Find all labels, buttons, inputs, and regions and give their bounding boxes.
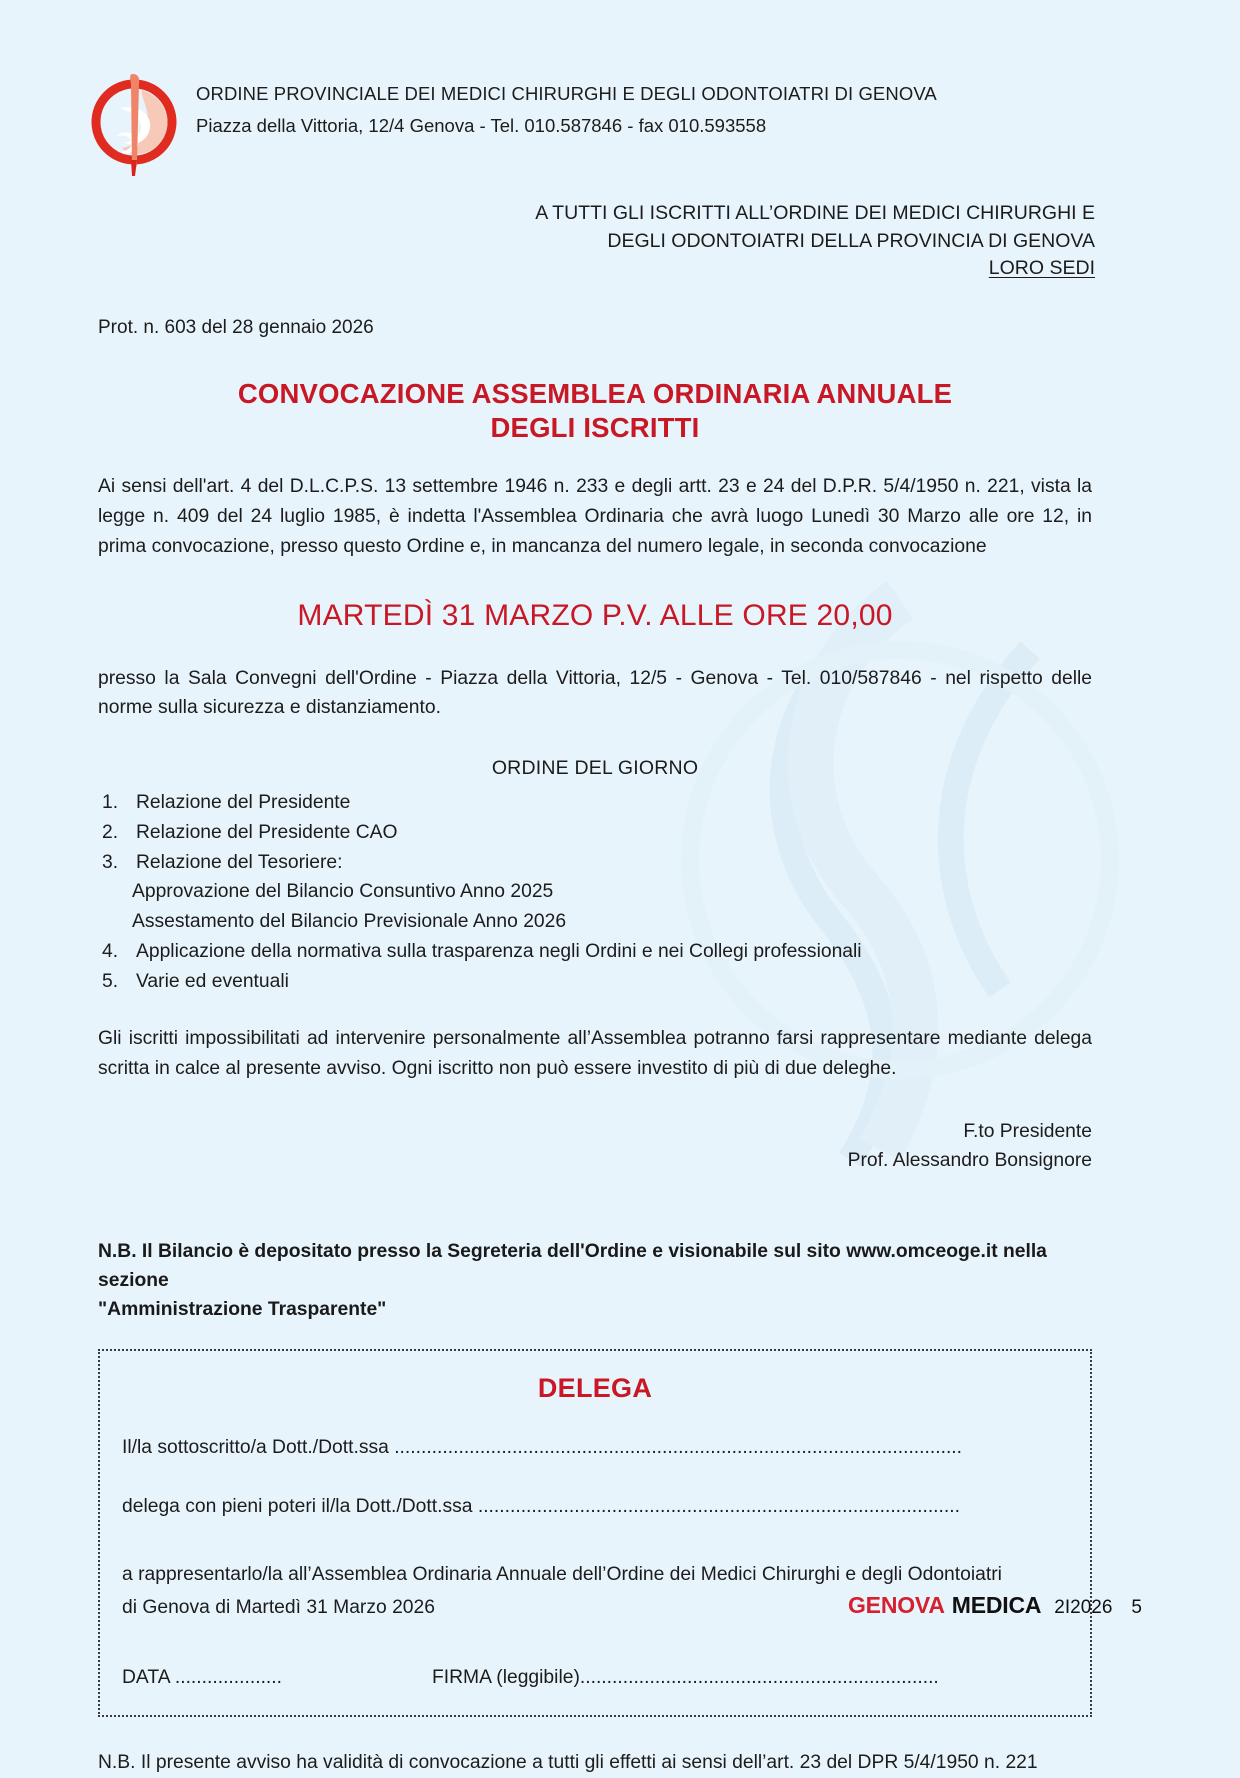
proxy-statement-line-2: di Genova di Martedì 31 Marzo 2026: [122, 1597, 435, 1619]
organization-name: ORDINE PROVINCIALE DEI MEDICI CHIRURGHI E DEGLI ODONTOIATRI DI GENOVA: [196, 83, 937, 104]
agenda-subitem-text: Assestamento del Bilancio Previsionale Anno 2026: [132, 911, 567, 933]
agenda-item-number: 2.: [102, 822, 119, 844]
proxy-form-title: DELEGA: [537, 1372, 653, 1403]
list-item: [98, 967, 1092, 997]
page-title-line-1: CONVOCAZIONE ASSEMBLEA ORDINARIA ANNUALE: [237, 378, 953, 410]
footer-branding: [848, 1592, 1142, 1619]
budget-note-line-1: N.B. Il Bilancio è depositato presso la Segreteria dell'Ordine e visionabile sul sito www.omceoge.it nella sezione: [98, 1240, 1047, 1291]
proxy-field-principal-input[interactable]: ..........................................................................................................: [394, 1436, 963, 1458]
proxy-field-delegate-label: delega con pieni poteri il/la Dott./Dott.ssa: [122, 1495, 473, 1517]
agenda-item-text: Relazione del Presidente CAO: [136, 822, 398, 844]
list-item: [98, 848, 1092, 878]
organization-address: Piazza della Vittoria, 12/4 Genova - Tel. 010.587846 - fax 010.593558: [196, 114, 767, 136]
masthead: [0, 0, 1240, 176]
page-title-line-2: DEGLI ISCRITTI: [490, 412, 700, 444]
addressee-line-3: LORO SEDI: [988, 257, 1095, 280]
agenda-subitem: [98, 877, 1092, 907]
budget-note-line-2: "Amministrazione Trasparente": [98, 1298, 387, 1320]
proxy-signature-row: [122, 1667, 1068, 1689]
agenda-item-number: 5.: [102, 970, 119, 992]
proxy-field-delegate-input[interactable]: ..........................................................................................: [477, 1495, 960, 1517]
protocol-number: Prot. n. 603 del 28 gennaio 2026: [98, 317, 374, 339]
organization-block: [182, 62, 937, 139]
agenda-item-number: 4.: [102, 940, 119, 962]
agenda-item-text: Relazione del Tesoriere:: [136, 851, 343, 873]
agenda-item-text: Varie ed eventuali: [136, 970, 289, 992]
footer-brand-genova: GENOVA: [847, 1592, 945, 1618]
proxy-form-box: [98, 1349, 1092, 1717]
agenda-subitem-text: Approvazione del Bilancio Consuntivo Anno 2025: [132, 881, 554, 903]
proxy-date-label: DATA: [122, 1667, 170, 1689]
proxy-statement-line-1: a rappresentarlo/la all’Assemblea Ordinaria Annuale dell’Ordine dei Medici Chirurghi e degli Odontoiatri: [122, 1563, 1002, 1585]
venue-paragraph: presso la Sala Convegni dell'Ordine - Piazza della Vittoria, 12/5 - Genova - Tel. 010/587846 - nel rispetto delle norme sulla sicurezza e distanziamento.: [98, 667, 1092, 719]
proxy-date-input[interactable]: ....................: [174, 1667, 282, 1689]
signature-name: Prof. Alessandro Bonsignore: [847, 1150, 1092, 1172]
proxy-info-paragraph: Gli iscritti impossibilitati ad intervenire personalmente all’Assemblea potranno farsi rappresentare mediante delega scritta in calce al presente avviso. Ogni iscritto non può essere investito di più di due deleghe.: [98, 1028, 1092, 1080]
intro-paragraph: Ai sensi dell'art. 4 del D.L.C.P.S. 13 settembre 1946 n. 233 e degli artt. 23 e 24 del D.P.R. 5/4/1950 n. 221, vista la legge n. 409 del 24 luglio 1985, è indetta l'Assemblea Ordinaria che avrà luogo Lunedì 30 Marzo alle ore 12, in prima convocazione, presso questo Ordine e, in mancanza del numero legale, in seconda convocazione: [98, 475, 1092, 557]
order-logo: [86, 64, 182, 176]
proxy-signature-input[interactable]: ...................................................................: [579, 1667, 939, 1689]
proxy-field-principal: [122, 1434, 1068, 1463]
assembly-date-highlight: MARTEDÌ 31 MARZO P.V. ALLE ORE 20,00: [297, 598, 893, 632]
footer-brand-medica: MEDICA: [951, 1592, 1042, 1618]
validity-note: N.B. Il presente avviso ha validità di convocazione a tutti gli effetti ai sensi dell’art. 23 del DPR 5/4/1950 n. 221: [98, 1752, 1038, 1774]
footer-issue-number: 2I2026: [1054, 1597, 1113, 1618]
proxy-date-field: [122, 1667, 432, 1689]
agenda-item-text: Relazione del Presidente: [136, 792, 351, 814]
page-title: [98, 377, 1092, 446]
proxy-field-delegate: [122, 1493, 1068, 1522]
signature-role: F.to Presidente: [963, 1121, 1092, 1143]
agenda-item-number: 1.: [102, 792, 119, 814]
addressee-line-1: A TUTTI GLI ISCRITTI ALL’ORDINE DEI MEDICI CHIRURGHI E: [535, 202, 1095, 224]
addressee-line-2: DEGLI ODONTOIATRI DELLA PROVINCIA DI GENOVA: [607, 229, 1095, 252]
list-item: [98, 818, 1092, 848]
signature-block: [98, 1118, 1092, 1176]
agenda-heading: ORDINE DEL GIORNO: [491, 757, 699, 780]
addressee-block: [0, 200, 1240, 283]
proxy-signature-field: [432, 1667, 1068, 1689]
footer-page-number: 5: [1131, 1597, 1142, 1618]
budget-note: [98, 1238, 1092, 1325]
list-item: [98, 788, 1092, 818]
agenda-list: [98, 788, 1092, 996]
agenda-item-number: 3.: [102, 851, 119, 873]
agenda-item-text: Applicazione della normativa sulla trasparenza negli Ordini e nei Collegi professionali: [136, 940, 862, 962]
proxy-signature-label: FIRMA (leggibile): [432, 1667, 580, 1689]
list-item: [98, 937, 1092, 967]
proxy-field-principal-label: Il/la sottoscritto/a Dott./Dott.ssa: [122, 1436, 389, 1458]
agenda-subitem: [98, 907, 1092, 937]
